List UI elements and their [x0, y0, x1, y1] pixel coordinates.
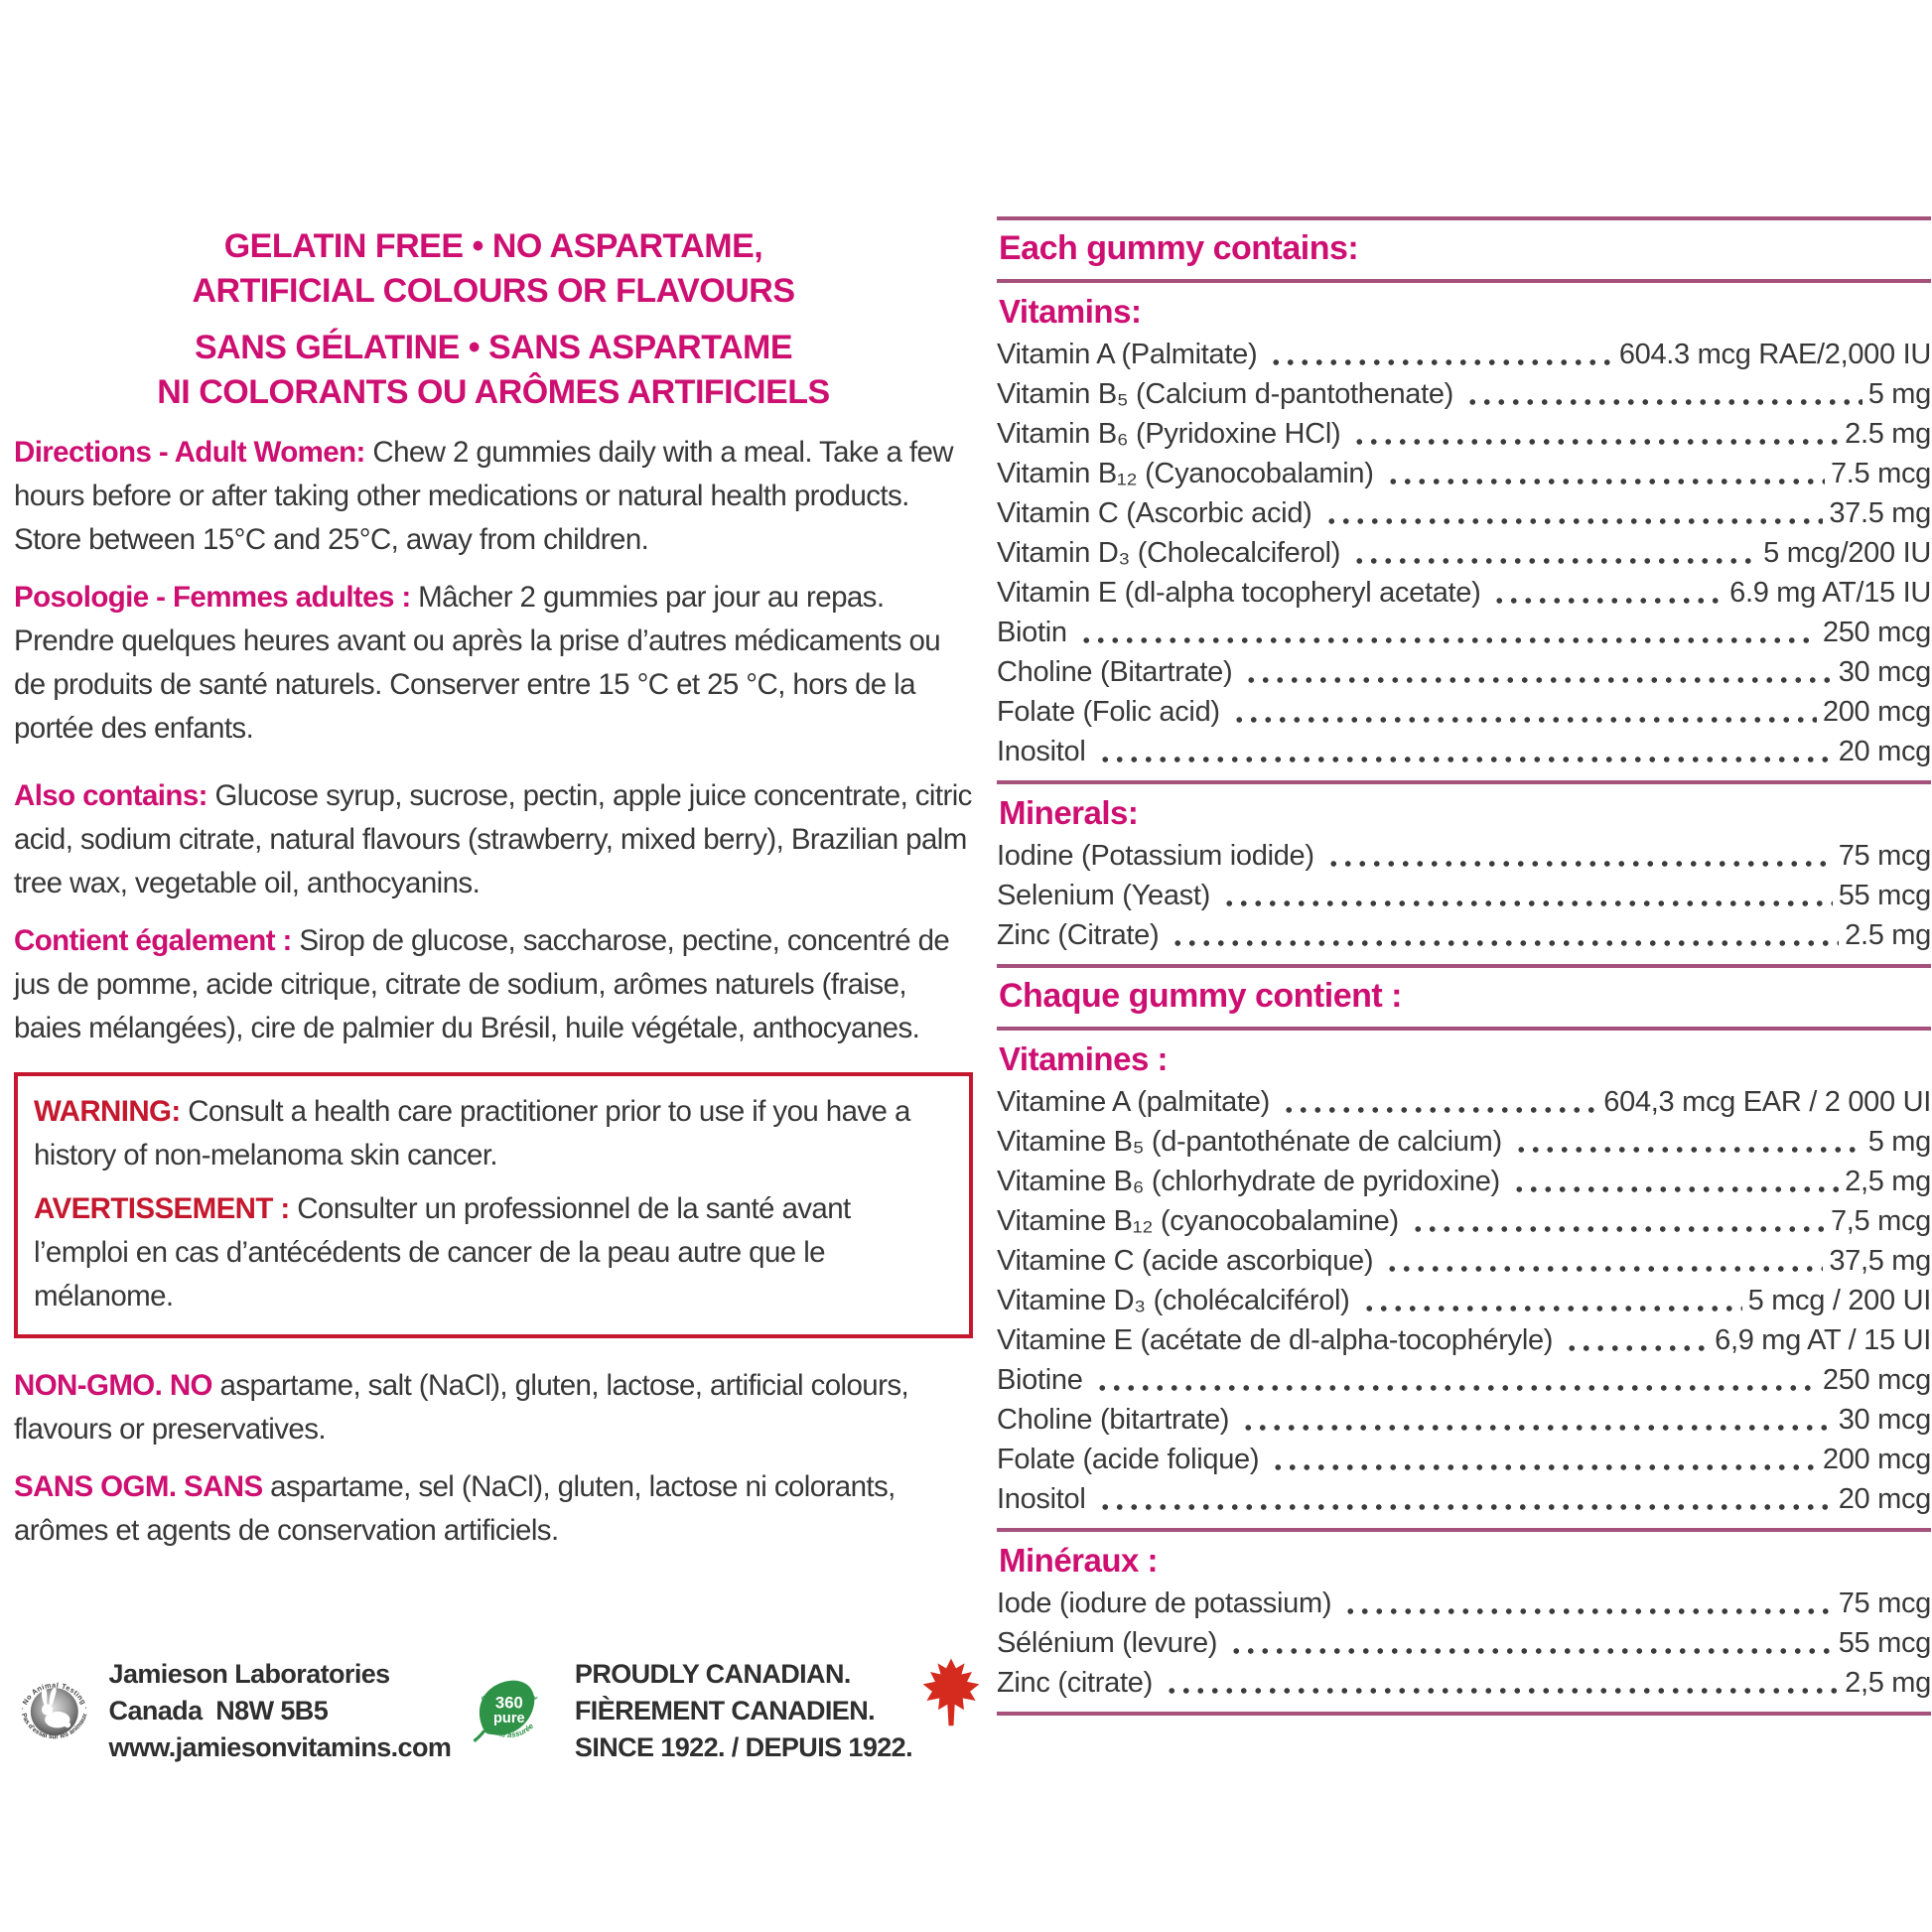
fact-row	[997, 915, 1931, 955]
fact-value: 75 mcg	[1838, 1587, 1931, 1619]
directions-fr-paragraph	[14, 576, 973, 751]
qualite-assuree-arc-text: qualité assurée	[482, 1721, 536, 1740]
fact-label: Folate (acide folique)	[997, 1444, 1260, 1475]
fact-row	[997, 573, 1931, 613]
nongmo-en-lead: NON-GMO. NO	[14, 1369, 212, 1402]
directions-en-text: Chew 2 gummies daily with a meal. Take a few hours before or after taking other medications or natural health products. Store between 15°C and 25°C, away from children.	[14, 436, 953, 556]
fact-value: 30 mcg	[1838, 1404, 1931, 1436]
warning-en-text: Consult a health care practitioner prior to use if you have a history of non-melanoma skin cancer.	[34, 1095, 910, 1172]
dot-leader	[1169, 915, 1839, 955]
fact-value: 30 mcg	[1838, 656, 1931, 688]
pure360-word: pure	[493, 1710, 525, 1726]
fact-value: 200 mcg	[1822, 1444, 1931, 1475]
fact-row	[997, 732, 1931, 771]
fact-label: Zinc (citrate)	[997, 1667, 1153, 1699]
leaf-stem	[475, 1730, 484, 1740]
dot-leader	[1350, 533, 1757, 573]
vitamins-list-fr	[997, 1082, 1931, 1519]
fact-row	[997, 613, 1931, 652]
divider-rule	[997, 1712, 1931, 1716]
dot-leader	[1093, 1360, 1817, 1400]
fact-row	[997, 652, 1931, 692]
dot-leader	[1227, 1623, 1833, 1663]
fact-label: Inositol	[997, 736, 1086, 767]
fact-label: Vitamin C (Ascorbic acid)	[997, 497, 1312, 529]
fact-label: Vitamine E (acétate de dl-alpha-tocophéryle)	[997, 1324, 1554, 1356]
vitamins-list-en	[997, 335, 1931, 771]
fact-label: Vitamine B₆ (chlorhydrate de pyridoxine)	[997, 1166, 1500, 1197]
dot-leader	[1324, 836, 1833, 876]
fact-label: Vitamin D₃ (Cholecalciferol)	[997, 537, 1341, 569]
fact-label: Sélénium (levure)	[997, 1627, 1218, 1659]
fact-row	[997, 1400, 1931, 1440]
also-contains-en-text: Glucose syrup, sucrose, pectin, apple juice concentrate, citric acid, sodium citrate, natural flavours (strawberry, mixed berry), Brazilian palm tree wax, vegetable oil, anthocyanins.	[14, 779, 972, 899]
proudly-canadian-text	[575, 1656, 912, 1766]
supplement-facts-panel	[997, 216, 1931, 1716]
warning-en-paragraph	[34, 1090, 951, 1177]
fact-label: Vitamin E (dl-alpha tocopheryl acetate)	[997, 577, 1481, 609]
minerals-list-en	[997, 836, 1931, 955]
fact-value: 5 mg	[1867, 378, 1931, 410]
fact-label: Choline (Bitartrate)	[997, 656, 1233, 688]
dot-leader	[1220, 876, 1833, 915]
fact-row	[997, 1082, 1931, 1122]
dot-leader	[1239, 1400, 1833, 1440]
proudly-line: PROUDLY CANADIAN.	[574, 1658, 851, 1689]
fact-value: 55 mcg	[1838, 1627, 1931, 1659]
fact-label: Biotine	[997, 1364, 1083, 1396]
dot-leader	[1563, 1320, 1709, 1360]
dot-leader	[1409, 1201, 1825, 1241]
vitamins-heading-en: Vitamins:	[999, 293, 1142, 330]
fact-value: 5 mg	[1867, 1126, 1931, 1158]
fact-label: Folate (Folic acid)	[997, 696, 1220, 728]
minerals-heading-en: Minerals:	[999, 794, 1139, 831]
facts-title-en: Each gummy contains:	[999, 229, 1359, 267]
address-line: www.jamiesonvitamins.com	[108, 1731, 452, 1762]
nongmo-fr-lead: SANS OGM. SANS	[14, 1470, 263, 1503]
dot-leader	[1341, 1584, 1833, 1623]
directions-en-paragraph	[14, 431, 973, 562]
fact-value: 37.5 mg	[1829, 497, 1931, 529]
address-line: Canada N8W 5B5	[108, 1695, 329, 1725]
dot-leader	[1077, 613, 1817, 652]
fact-row	[997, 1584, 1931, 1623]
divider-rule	[997, 279, 1931, 283]
fact-row	[997, 692, 1931, 732]
minerals-heading-fr: Minéraux :	[999, 1542, 1159, 1579]
dot-leader	[1360, 1281, 1742, 1320]
claims-header-line: GELATIN FREE • NO ASPARTAME,	[223, 227, 763, 265]
dot-leader	[1230, 692, 1817, 732]
fact-value: 250 mcg	[1822, 1364, 1931, 1396]
fact-value: 20 mcg	[1838, 1483, 1931, 1515]
dot-leader	[1269, 1440, 1817, 1479]
fact-value: 2.5 mg	[1845, 919, 1931, 951]
fact-label: Vitamine D₃ (cholécalciférol)	[997, 1285, 1350, 1316]
fact-row	[997, 1241, 1931, 1281]
claims-header-line: NI COLORANTS OU ARÔMES ARTIFICIELS	[157, 373, 830, 411]
fact-row	[997, 454, 1931, 493]
pure360-number: 360	[495, 1693, 524, 1713]
fact-row	[997, 335, 1931, 374]
dot-leader	[1096, 1479, 1833, 1519]
fact-row	[997, 493, 1931, 533]
fact-label: Vitamin B₆ (Pyridoxine HCl)	[997, 418, 1341, 450]
badge-arc-bottom-text: Pas d’essai sur les animaux	[19, 1712, 89, 1741]
fact-value: 6,9 mg AT / 15 UI	[1715, 1324, 1931, 1356]
directions-fr-lead: Posologie - Femmes adultes :	[14, 581, 411, 614]
nongmo-fr-paragraph	[14, 1465, 973, 1553]
claims-header-fr	[14, 326, 973, 415]
fact-value: 2,5 mg	[1845, 1166, 1931, 1197]
fact-row	[997, 1623, 1931, 1663]
dot-leader	[1280, 1082, 1597, 1122]
also-contains-fr-text: Sirop de glucose, saccharose, pectine, concentré de jus de pomme, acide citrique, citrate de sodium, arômes naturels (fraise, baies mélangées), cire de palmier du Brésil, huile végétale, anthocyanes.	[14, 924, 950, 1044]
fact-value: 604.3 mcg RAE/2,000 IU	[1618, 339, 1931, 370]
fact-value: 200 mcg	[1822, 696, 1931, 728]
fact-label: Vitamine A (palmitate)	[997, 1086, 1270, 1118]
fact-label: Iodine (Potassium iodide)	[997, 840, 1314, 872]
no-animal-testing-badge-icon	[14, 1642, 95, 1779]
fact-label: Biotin	[997, 617, 1067, 648]
dot-leader	[1512, 1122, 1863, 1162]
fact-value: 5 mcg / 200 UI	[1747, 1285, 1931, 1316]
quality-assured-arc-text: quality assured	[479, 1682, 539, 1704]
360-pure-leaf-icon	[465, 1636, 553, 1785]
also-contains-en-paragraph	[14, 774, 973, 905]
fact-label: Vitamin B₁₂ (Cyanocobalamin)	[997, 458, 1374, 489]
dot-leader	[1267, 335, 1612, 374]
warning-fr-lead: AVERTISSEMENT :	[34, 1192, 290, 1225]
dot-leader	[1322, 493, 1824, 533]
minerals-list-fr	[997, 1584, 1931, 1703]
warning-fr-text: Consulter un professionnel de la santé avant l’emploi en cas d’antécédents de cancer de la peau autre que le mélanome.	[34, 1192, 851, 1312]
fact-label: Vitamin A (Palmitate)	[997, 339, 1258, 370]
fact-row	[997, 876, 1931, 915]
dot-leader	[1096, 732, 1833, 771]
fact-row	[997, 1201, 1931, 1241]
fact-value: 7.5 mcg	[1830, 458, 1931, 489]
proudly-line: SINCE 1922. / DEPUIS 1922.	[574, 1731, 912, 1762]
fact-value: 20 mcg	[1838, 736, 1931, 767]
fact-row	[997, 1440, 1931, 1479]
fact-row	[997, 1162, 1931, 1201]
badge-arc-top-text: · No Animal Testing ·	[18, 1681, 90, 1712]
fact-label: Vitamine B₁₂ (cyanocobalamine)	[997, 1205, 1399, 1237]
maple-leaf-icon	[920, 1656, 982, 1729]
fact-row	[997, 374, 1931, 414]
claims-header-line: ARTIFICIAL COLOURS OR FLAVOURS	[192, 272, 795, 310]
dot-leader	[1350, 414, 1839, 454]
warning-en-lead: WARNING:	[34, 1095, 181, 1128]
fact-value: 2.5 mg	[1845, 418, 1931, 450]
fact-value: 75 mcg	[1838, 840, 1931, 872]
divider-rule	[997, 1027, 1931, 1031]
also-contains-fr-lead: Contient également :	[14, 924, 292, 957]
dot-leader	[1463, 374, 1863, 414]
dot-leader	[1242, 652, 1832, 692]
fact-label: Inositol	[997, 1483, 1086, 1515]
dot-leader	[1383, 1241, 1823, 1281]
fact-value: 250 mcg	[1822, 617, 1931, 648]
left-column	[14, 224, 973, 1785]
dot-leader	[1384, 454, 1825, 493]
nongmo-fr-text: aspartame, sel (NaCl), gluten, lactose ni colorants, arômes et agents de conservation artificiels.	[14, 1470, 896, 1547]
fact-value: 37,5 mg	[1829, 1245, 1931, 1277]
facts-title-fr: Chaque gummy contient :	[999, 977, 1402, 1015]
vitamins-heading-fr: Vitamines :	[999, 1040, 1168, 1077]
fact-row	[997, 414, 1931, 454]
footer-logos	[14, 1636, 982, 1785]
fact-value: 2,5 mg	[1845, 1667, 1931, 1699]
fact-value: 5 mcg/200 IU	[1763, 537, 1931, 569]
fact-label: Choline (bitartrate)	[997, 1404, 1230, 1436]
proudly-line: FIÈREMENT CANADIEN.	[574, 1695, 876, 1725]
claims-header-line: SANS GÉLATINE • SANS ASPARTAME	[194, 329, 792, 366]
warning-box	[14, 1072, 973, 1338]
fact-label: Vitamine B₅ (d-pantothénate de calcium)	[997, 1126, 1502, 1158]
also-contains-en-lead: Also contains:	[14, 779, 207, 812]
fact-value: 55 mcg	[1838, 880, 1931, 911]
fact-label: Vitamine C (acide ascorbique)	[997, 1245, 1374, 1277]
company-address	[109, 1656, 452, 1766]
fact-label: Vitamin B₅ (Calcium d-pantothenate)	[997, 378, 1454, 410]
fact-row	[997, 1360, 1931, 1400]
dot-leader	[1163, 1663, 1839, 1703]
fact-row	[997, 1479, 1931, 1519]
fact-label: Iode (iodure de potassium)	[997, 1587, 1332, 1619]
fact-row	[997, 1320, 1931, 1360]
dot-leader	[1510, 1162, 1839, 1201]
fact-value: 7,5 mcg	[1830, 1205, 1931, 1237]
nongmo-en-text: aspartame, salt (NaCl), gluten, lactose, artificial colours, flavours or preservatives.	[14, 1369, 909, 1446]
claims-header	[14, 224, 973, 415]
address-line: Jamieson Laboratories	[108, 1658, 390, 1689]
warning-fr-paragraph	[34, 1187, 951, 1318]
nongmo-en-paragraph	[14, 1364, 973, 1451]
fact-row	[997, 1663, 1931, 1703]
divider-rule	[997, 1528, 1931, 1532]
fact-value: 6.9 mg AT/15 IU	[1729, 577, 1931, 609]
fact-label: Selenium (Yeast)	[997, 880, 1210, 911]
fact-value: 604,3 mcg EAR / 2 000 UI	[1603, 1086, 1931, 1118]
dot-leader	[1490, 573, 1724, 613]
also-contains-fr-paragraph	[14, 919, 973, 1050]
directions-en-lead: Directions - Adult Women:	[14, 436, 365, 469]
divider-rule	[997, 780, 1931, 784]
fact-row	[997, 1281, 1931, 1320]
fact-row	[997, 836, 1931, 876]
claims-header-en	[14, 224, 973, 314]
fact-label: Zinc (Citrate)	[997, 919, 1160, 951]
directions-fr-text: Mâcher 2 gummies par jour au repas. Prendre quelques heures avant ou après la prise d’autres médicaments ou de produits de santé naturels. Conserver entre 15 °C et 25 °C, hors de la portée des enfants.	[14, 581, 941, 745]
fact-row	[997, 533, 1931, 573]
proudly-canadian-block	[575, 1656, 982, 1766]
fact-row	[997, 1122, 1931, 1162]
